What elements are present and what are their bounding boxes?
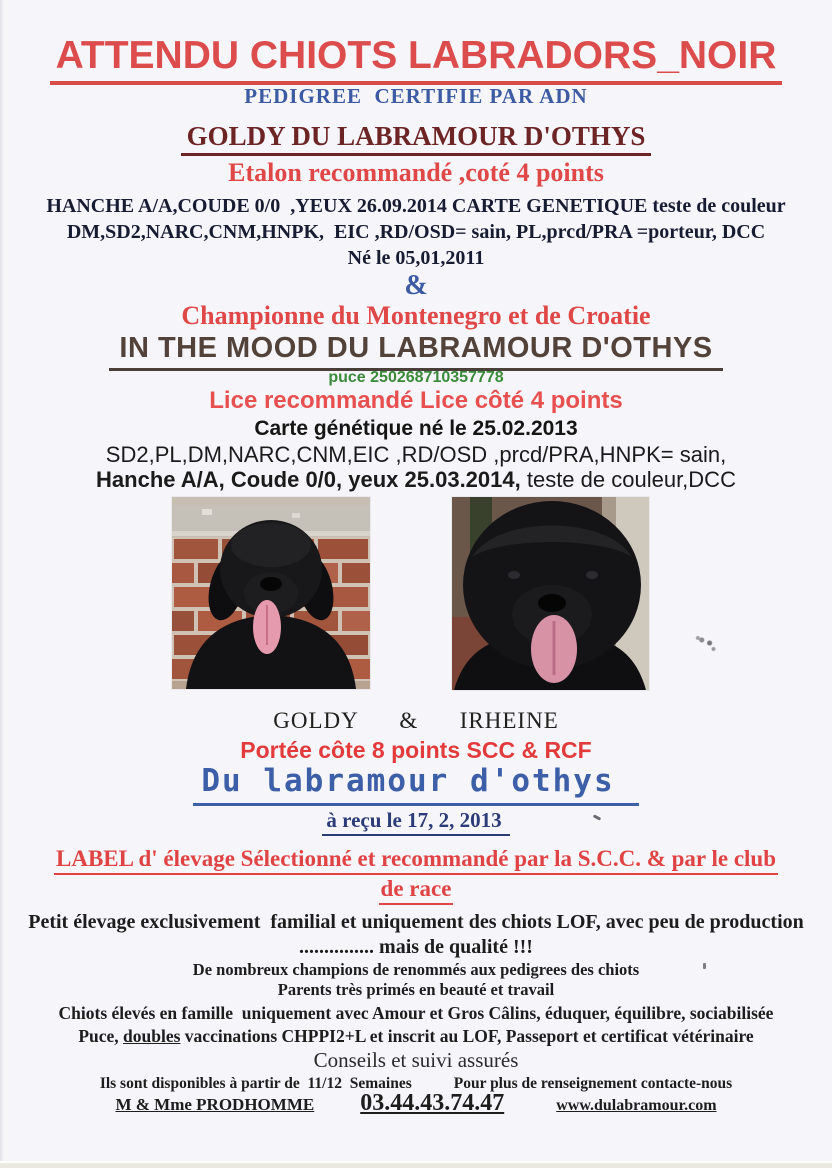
kennel-name: Du labramour d'othys xyxy=(0,763,832,806)
label-line-2: de race xyxy=(0,876,832,905)
about-quality: ............... mais de qualité !!! xyxy=(299,936,533,958)
black-labrador-closeup-photo xyxy=(452,497,649,690)
dam-health-line-1: SD2,PL,DM,NARC,CNM,EIC ,RD/OSD ,prcd/PRA,HNPK= sain, xyxy=(105,442,727,467)
litter-points: Portée côte 8 points SCC & RCF xyxy=(240,737,592,763)
pedigree-subtitle: PEDIGREE CERTIFIE PAR ADN xyxy=(244,84,588,108)
about-production: Petit élevage exclusivement familial et uniquement des chiots LOF, avec peu de production xyxy=(28,911,804,933)
dam-photo xyxy=(452,497,649,690)
dogs-names-caption: GOLDY & IRHEINE xyxy=(273,708,559,733)
about-vaccinations: Puce, doubles vaccinations CHPPI2+L et inscrit au LOF, Passeport et certificat vétérinaire xyxy=(78,1026,754,1046)
sire-health-line-1: HANCHE A/A,COUDE 0/0 ,YEUX 26.09.2014 CARTE GENETIQUE teste de couleur xyxy=(46,195,786,217)
about-availability: Ils sont disponibles à partir de 11/12 Semaines Pour plus de renseignement contacte-nous xyxy=(99,1075,733,1092)
dam-name: IN THE MOOD DU LABRAMOUR D'OTHYS xyxy=(0,332,832,371)
phone-number: 03.44.43.74.47 xyxy=(360,1090,505,1116)
contact-row xyxy=(0,1090,832,1117)
dam-health-line-2: Hanche A/A, Coude 0/0, yeux 25.03.2014, teste de couleur,DCC xyxy=(96,467,736,492)
sire-birth-date: Né le 05,01,2011 xyxy=(347,247,485,269)
black-labrador-brick-wall-photo xyxy=(172,497,370,689)
about-champions: De nombreux champions de renommés aux pedigrees des chiots xyxy=(192,960,640,979)
breeder-name: M & Mme PRODHOMME xyxy=(115,1095,315,1114)
about-parents: Parents très primés en beauté et travail xyxy=(277,980,555,999)
dam-champion-title: Championne du Montenegro et de Croatie xyxy=(181,301,651,330)
dam-status: Lice recommandé Lice côté 4 points xyxy=(209,387,623,414)
sire-health-line-2: DM,SD2,NARC,CNM,HNPK, EIC ,RD/OSD= sain, PL,prcd/PRA =porteur, DCC xyxy=(66,221,766,243)
page-title: ATTENDU CHIOTS LABRADORS_NOIR xyxy=(0,34,832,85)
scan-bottom-edge xyxy=(0,1161,832,1168)
website-url: www.dulabramour.com xyxy=(556,1097,717,1114)
about-raising: Chiots élevés en famille uniquement avec Amour et Gros Câlins, éduquer, équilibre, sociabilisée xyxy=(58,1003,774,1023)
smudge-artifact xyxy=(694,634,720,654)
label-line-1: LABEL d' élevage Sélectionné et recommandé par la S.C.C. & par le club xyxy=(0,846,832,875)
dam-genetic-card: Carte génétique né le 25.02.2013 xyxy=(254,417,578,440)
dam-microchip: puce 250268710357778 xyxy=(328,369,504,386)
about-advice: Conseils et suivi assurés xyxy=(313,1048,519,1072)
ampersand-separator: & xyxy=(404,270,428,301)
sire-status: Etalon recommandé ,coté 4 points xyxy=(228,158,604,187)
sire-name: GOLDY DU LABRAMOUR D'OTHYS xyxy=(0,121,832,156)
receipt-date: à reçu le 17, 2, 2013 xyxy=(0,808,832,836)
sire-photo xyxy=(172,497,370,689)
